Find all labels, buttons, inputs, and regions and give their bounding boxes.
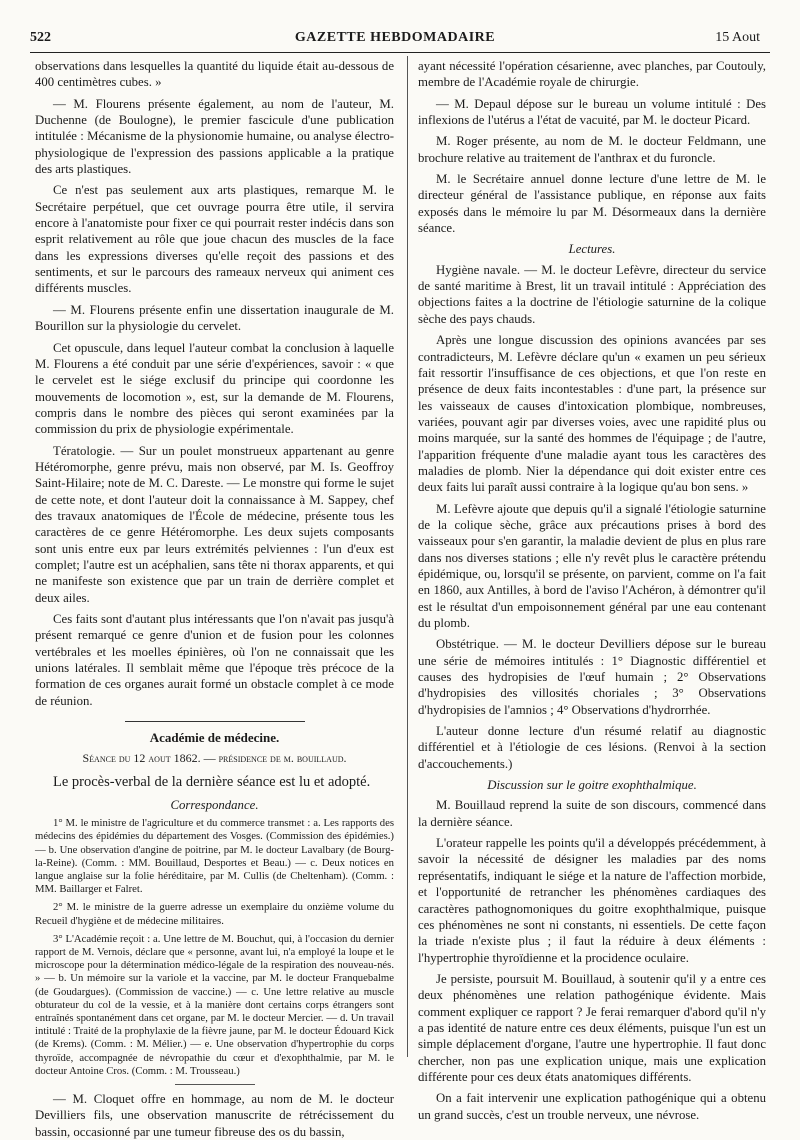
section-divider bbox=[125, 721, 305, 722]
page-number: 522 bbox=[30, 30, 51, 45]
journal-title: GAZETTE HEBDOMADAIRE bbox=[294, 30, 496, 45]
correspondence-item: 3° L'Académie reçoit : a. Une lettre de M. Bouchut, qui, à l'occasion du dernier rapport de M. Vernois, déclare que « personne, avant lui, n'a employé la loupe et le microscope pour la détermination médico-légale de la respiration des nouveau-nés. » — b. Un mémoire sur la variole et la vaccine, par M. le docteur Franquebalme (de Goudargues). (Commission de vaccine.) — c. Une lettre relative au muscle obturateur du col de la vessie, et à la manière dont certains corps étrangers sont entraînés spontanément dans cet organe, par M. le docteur Mercier. — d. Un travail intitulé : Traité de la prophylaxie de la fièvre jaune, par M. le docteur Édouard Kick (de Krems). (Comm. : M. Mélier.) — e. Une observation d'hypertrophie du corps thyroïde, accompagnée de névropathie du cœur et d'exophthalmie, par M. le docteur Antoine Cros. (Comm. : M. Trousseau.) bbox=[35, 932, 394, 1077]
paragraph: — M. Flourens présente enfin une dissertation inaugurale de M. Bourillon sur la physiologie du cervelet. bbox=[35, 302, 394, 334]
running-header bbox=[30, 28, 760, 48]
divider bbox=[175, 1084, 255, 1085]
right-column bbox=[418, 58, 766, 1122]
paragraph: Après une longue discussion des opinions avancées par ses contradicteurs, M. Lefèvre déclare qu'un « examen un peu sérieux fait ressortir l'insuffisance de ces objections, et que l'on reste en présence de deux faits incontestables : d'une part, la présence sur les vaisseaux de causes d'intoxication plombique, nombreuses, variées, pouvant agir par diverses voies, avec une rapidité plus ou moins marquée, sur la santé des hommes de l'équipage ; de l'autre, l'apparition fréquente d'une maladie ayant tous les caractères des maladies de plomb. Nier la dépendance qui doit exister entre ces deux faits lui paraît aussi contraire à la logique qu'au bon sens. » bbox=[418, 333, 766, 495]
subsection-heading: Lectures. bbox=[568, 242, 616, 257]
correspondence-item: 1° M. le ministre de l'agriculture et du commerce transmet : a. Les rapports des médecins des épidémies du département des Vosges. (Commission des épidémies.) — b. Une observation d'angine de poitrine, par M. le docteur Lavalbary (de Bourg-la-Reine). (Comm. : MM. Bouillaud, Desportes et Beau.) — c. Deux notices en langue anglaise sur la folie héréditaire, par M. Cullis (de Cheltenham). (Comm. : MM. Baillarger et Falret. bbox=[35, 817, 394, 896]
paragraph: ayant nécessité l'opération césarienne, avec planches, par Coutouly, membre de l'Académie royale de chirurgie. bbox=[418, 59, 766, 90]
header-rule bbox=[30, 52, 770, 53]
correspondence-item: 2° M. le ministre de la guerre adresse un exemplaire du onzième volume du Recueil d'hygiène et de médecine militaires. bbox=[35, 901, 394, 927]
subsection-heading: Discussion sur le goitre exophthalmique. bbox=[487, 778, 697, 793]
left-column bbox=[35, 58, 394, 1139]
paragraph: M. Roger présente, au nom de M. le docteur Feldmann, une brochure relative au traitement de l'anthrax et du furoncle. bbox=[418, 134, 766, 165]
paragraph: Cet opuscule, dans lequel l'auteur combat la conclusion à laquelle M. Flourens a été conduit par une série d'expériences, savoir : « que le cervelet est le siége exclusif du principe qui coordonne les mouvements de locomotion », est, sur la demande de M. Flourens, compris dans le nombre des pièces qui seront examinées par la commission du prix de physiologie expérimentale. bbox=[35, 340, 394, 437]
paragraph: M. Lefèvre ajoute que depuis qu'il a signalé l'étiologie saturnine de la colique sèche, grâce aux précautions prises à bord des vaisseaux pour s'en garantir, la maladie devient de plus en plus rare dans nos diverses stations ; elle n'y revêt plus le caractère prétendu épidémique, ou, lorsqu'il se présente, on parvient, comme on l'a fait en 1860, aux Antilles, à bord de l'aviso l'Achéron, à démontrer qu'il est le résultat d'un empoisonnement général par une eau contenant du plomb. bbox=[418, 501, 766, 630]
paragraph: Ce n'est pas seulement aux arts plastiques, remarque M. le Secrétaire perpétuel, que cet ouvrage pourra être utile, il servira encore à l'anatomiste pour fixer ce qui pourrait rester indécis dans son esprit relativement au rôle que joue chacun des muscles de la face dans les expressions diverses qu'elle reçoit des passions et des sentiments, et sur le parcours des rameaux nerveux qui animent ces différents muscles. bbox=[35, 183, 394, 296]
paragraph: M. le Secrétaire annuel donne lecture d'une lettre de M. le directeur général de l'assistance publique, en réponse aux faits exposés dans le mémoire lu par M. Désormeaux dans la dernière séance. bbox=[418, 172, 766, 236]
paragraph: — M. Depaul dépose sur le bureau un volume intitulé : Des inflexions de l'utérus a l'état de vacuité, par M. le docteur Picard. bbox=[418, 96, 766, 128]
paragraph: — M. Flourens présente également, au nom de l'auteur, M. Duchenne (de Boulogne), le premier fascicule d'une publication intitulée : Mécanisme de la physionomie humaine, ou analyse électro-physiologique de l'expression des passions applicable a la pratique des arts plastiques. bbox=[35, 96, 394, 177]
paragraph: observations dans lesquelles la quantité du liquide était au-dessous de 400 centimètres cubes. » bbox=[35, 59, 394, 90]
paragraph: L'orateur rappelle les points qu'il a développés précédemment, à savoir la nécessité de désigner les maladies par des noms représentatifs, indiquant le siége et la nature de l'affection morbide, et l'opportunité de retrancher les phénomènes cardiaques des caractères pathognomoniques du goitre exophthalmique, puisque ces phénomènes ne sont ni constants, ni essentiels. De cette façon la triade n'existe plus ; il faut la réduire à deux éléments : l'hypertrophie thyroïdienne et la procidence oculaire. bbox=[418, 836, 766, 965]
proces-verbal: Le procès-verbal de la dernière séance est lu et adopté. bbox=[53, 773, 371, 790]
paragraph: — M. Cloquet offre en hommage, au nom de M. le docteur Devilliers fils, une observation manuscrite de rétrécissement du bassin, occasionné par une tumeur fibreuse des os du bassin, bbox=[35, 1091, 394, 1139]
paragraph: Obstétrique. — M. le docteur Devilliers dépose sur le bureau une série de mémoires intitulés : 1° Diagnostic différentiel et causes des hydropisies de l'œuf humain ; 2° Observations d'hydropisies des villosités choriales ; 3° Observations d'hydropisies de l'amnios ; 4° Observations d'hydrorrhée. bbox=[418, 637, 766, 717]
column-divider bbox=[407, 56, 408, 1057]
section-heading: Académie de médecine. bbox=[149, 730, 280, 746]
paragraph: Hygiène navale. — M. le docteur Lefèvre, directeur du service de santé maritime à Brest, lit un travail intitulé : Appréciation des objections faites a la doctrine de l'étiologie saturnine de la colique sèche des pays chauds. bbox=[418, 262, 766, 326]
paragraph: On a fait intervenir une explication pathogénique qui a obtenu un grand succès, c'est un trouble nerveux, une névrose. bbox=[418, 1091, 766, 1122]
issue-date: 15 Aout bbox=[715, 30, 760, 45]
subsection-heading: Correspondance. bbox=[170, 797, 259, 812]
seance-line: Séance du 12 aout 1862. — présidence de m. bouillaud. bbox=[82, 751, 347, 766]
paragraph: M. Bouillaud reprend la suite de son discours, commencé dans la dernière séance. bbox=[418, 798, 766, 829]
paragraph: Ces faits sont d'autant plus intéressants que l'on n'avait pas jusqu'à présent remarqué ce genre d'union et de fusion pour les colonnes vertébrales et les moelles épinières, où l'on ne connaissait que les unions latérales. Il semblait même que l'époque très précoce de la formation de ces organes aurait formé un obstacle complet à ce mode de réunion. bbox=[35, 612, 394, 708]
paragraph: L'auteur donne lecture d'un résumé relatif au diagnostic différentiel et à l'étiologie de ces lésions. (Renvoi à la section d'accouchements.) bbox=[418, 724, 766, 771]
paragraph: Je persiste, poursuit M. Bouillaud, à soutenir qu'il y a entre ces deux phénomènes une relation pathogénique évidente. Mais comment expliquer ce rapport ? Je ferai remarquer d'abord qu'il n'y a pas identité de nature entre ces deux éléments, puisque l'un est un simple déplacement d'organe, l'autre une hypertrophie. Il faut donc chercher, non pas une explication unique, mais une explication différente pour ces deux états anatomiques différents. bbox=[418, 971, 766, 1084]
paragraph: Tératologie. — Sur un poulet monstrueux appartenant au genre Hétéromorphe, genre prévu, mais non observé, par M. Is. Geoffroy Saint-Hilaire; note de M. C. Dareste. — Le monstre qui forme le sujet de cette note, et dont l'auteur doit la connaissance à M. Sappey, chef des travaux anatomiques de l'École de médecine, présente tous les caractères de ce genre Hétéromorphe. Les deux sujets composants sont unis entre eux par leurs extrémités pelviennes : l'un d'eux est complet; l'autre est un acéphalien, sans tête ni thorax apparents, et qui ne manifeste son existence que par un train de derrière complet et deux ailes. bbox=[35, 443, 394, 605]
